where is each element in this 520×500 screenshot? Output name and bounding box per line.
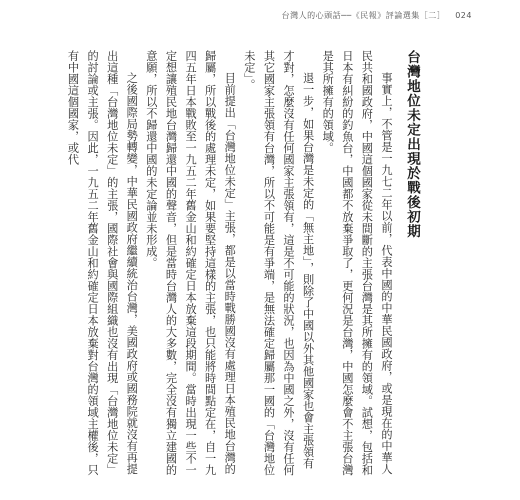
running-header [282, 10, 472, 21]
body-text [66, 50, 396, 480]
page-number: 024 [455, 11, 472, 20]
paragraph-4: 之後國際局勢轉變，中華民國政府繼續統治台灣，美國政府或國務院就沒有再提出這種「台灣地位未定」的主張，國際社會與國際組織也沒有出現「台灣地位未定」的討論或主張。因此，一九五二年舊金山和約確定日本放棄對台灣的領域主權後，只有中國這個國家，或代 [66, 50, 139, 476]
book-title: 台灣人的心頭話──《民報》評論選集［二］ [281, 11, 446, 20]
paragraph-3: 目前提出「台灣地位未定」主張，都是以當時戰勝國沒有處理日本殖民地台灣的歸屬，所以戰後的處理未定，如果要堅持這樣的主張，也只能將時間點定在，自一九四五年日本戰敗至一九五二年舊金山和約確定日本放棄這段期間。當時出現一些不一定想讓殖民地台灣歸還中國的聲音，但是當時台灣人的大多數，完全沒有獨立建國的意願，所以不歸還中國的未定論並未形成。 [144, 50, 237, 476]
chapter-title: 台灣地位未定出現於戰後初期 [404, 50, 420, 239]
paragraph-2: 退一步，如果台灣是未定的「無主地」，則除了中國以外其他國家也會主張領有才對，怎麼沒有任何國家主張領有，這是不可能的狀況，也因為中國之外，沒有任何其它國家主張領有台灣，所以不可能是有爭端，是無法確定歸屬那一國的「台灣地位未定」。 [242, 50, 315, 476]
paragraph-1: 事實上，不管是一九七二年以前，代表中國的中華民國政府，或是現在的中華人民共和國政府，中國這個國家從未間斷的主張台灣是其所擁有的領域。試想，包括和日本有糾紛的釣魚台，中國都不放棄爭取了，更何況是台灣，中國怎麼會不主張台灣是其所擁有的領域。 [321, 50, 393, 476]
